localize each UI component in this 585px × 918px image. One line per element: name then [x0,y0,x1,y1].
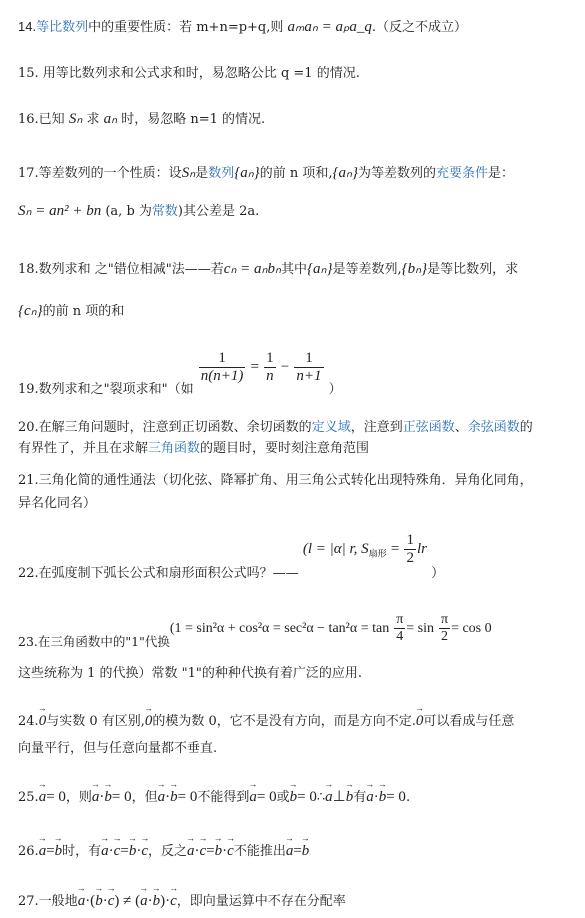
item-18-line2: {cₙ}的前 n 项的和 [18,303,125,319]
item-21: 21.三角化简的通性通法（切化弦、降幂扩角、用三角公式转化出现特殊角．异角化同角， [18,473,533,488]
item-21-line2: 异名化同名） [18,496,97,511]
link-necessary-sufficient[interactable]: 充要条件 [435,166,488,181]
item-17-formula-line: Sₙ = an² + bn (a, b 为常数)其公差是 2a. [18,203,260,219]
item-18: 18.数列求和 之"错位相减"法——若cₙ = aₙbₙ其中{aₙ}是等差数列,{bₙ}是等比数列，求 [18,261,519,277]
item-23-line2: 这些统称为 1 的代换）常数 "1"的种种代换有着广泛的应用. [18,666,363,681]
fraction-2: $\frac{1}{n}$ [266,350,274,384]
item-16: 16.已知 Sₙ 求 aₙ 时，易忽略 n=1 的情况. [18,111,266,127]
link-domain[interactable]: 定义域 [311,420,351,435]
item-22: 22.在弧度制下弧长公式和扇形面积公式吗？—— (l = |α| r, $S_{扇形}$ = $\frac{1}{2}$ lr ） [18,532,445,581]
item-25: 25.→ a= 0，则→ a·→ b= 0，但→ a·→ b= 0不能得到→ a= 0或→ b= 0∴→ a⊥→ b有→ a·→ b= 0. [18,786,410,806]
item-19: 19.数列求和之"裂项求和"（如 $\frac{1}{n(n+1)}$ = $\frac{1}{n}$ − $\frac{1}{n+1}$ ） [18,350,342,397]
link-constant[interactable]: 常数 [151,204,178,219]
item-27: 27.一般地→ a·(→ b·→ c) ≠ (→ a·→ b)·→ c，即向量运算中不存在分配率 [18,890,346,910]
fraction-pi-4: $\frac{\pi}{4}$ [396,612,404,644]
item-23: 23.在三角函数中的"1"代换(1 = sin²α + cos²α = sec²α − tan²α = tan $\frac{\pi}{4}$ = sin $\frac{\pi}{2}$ = cos 0 [18,612,492,649]
fraction-1: $\frac{1}{n(n+1)}$ [200,350,244,384]
fraction-3: $\frac{1}{n+1}$ [296,350,322,384]
link-trig-function[interactable]: 三角函数 [148,441,201,456]
link-sequence[interactable]: 数列 [208,166,235,181]
zero-vector: → 0 [145,713,153,730]
item-24: 24.→ 0与实数 0 有区别,→ 0的模为数 0，它不是没有方向，而是方向不定.→ 0可以看成与任意 [18,710,514,730]
fraction-half: $\frac{1}{2}$ [406,532,414,566]
link-geometric-sequence[interactable]: 等比数列 [36,20,89,35]
zero-vector: → 0 [39,713,47,730]
item-26: 26.→ a=→ b时，有→ a·→ c=→ b·→ c，反之→ a·→ c=→ b·→ c不能推出→ a=→ b [18,840,309,860]
item-20-line2: 有界性了，并且在求解三角函数的题目时，要时刻注意角范围 [18,441,370,456]
item-15: 15. 用等比数列求和公式求和时，易忽略公比 q =1 的情况. [18,66,360,81]
item-20: 20.在解三角问题时，注意到正切函数、余切函数的定义域，注意到正弦函数、余弦函数的 [18,420,533,435]
item-24-line2: 向量平行，但与任意向量都不垂直. [18,741,218,756]
link-sine-function[interactable]: 正弦函数 [402,420,455,435]
item-17: 17.等差数列的一个性质：设Sₙ是数列{aₙ}的前 n 项和,{aₙ}为等差数列的充要条件是： [18,165,514,181]
fraction-pi-2: $\frac{\pi}{2}$ [440,612,449,644]
zero-vector: → 0 [416,713,424,730]
link-cosine-function[interactable]: 余弦函数 [467,420,520,435]
item-14: 14.等比数列中的重要性质：若 m+n=p+q,则 aₘaₙ = aₚa_q.（反之不成立） [18,19,468,35]
formula-geometric-property: aₘaₙ = aₚa_q [287,19,372,35]
